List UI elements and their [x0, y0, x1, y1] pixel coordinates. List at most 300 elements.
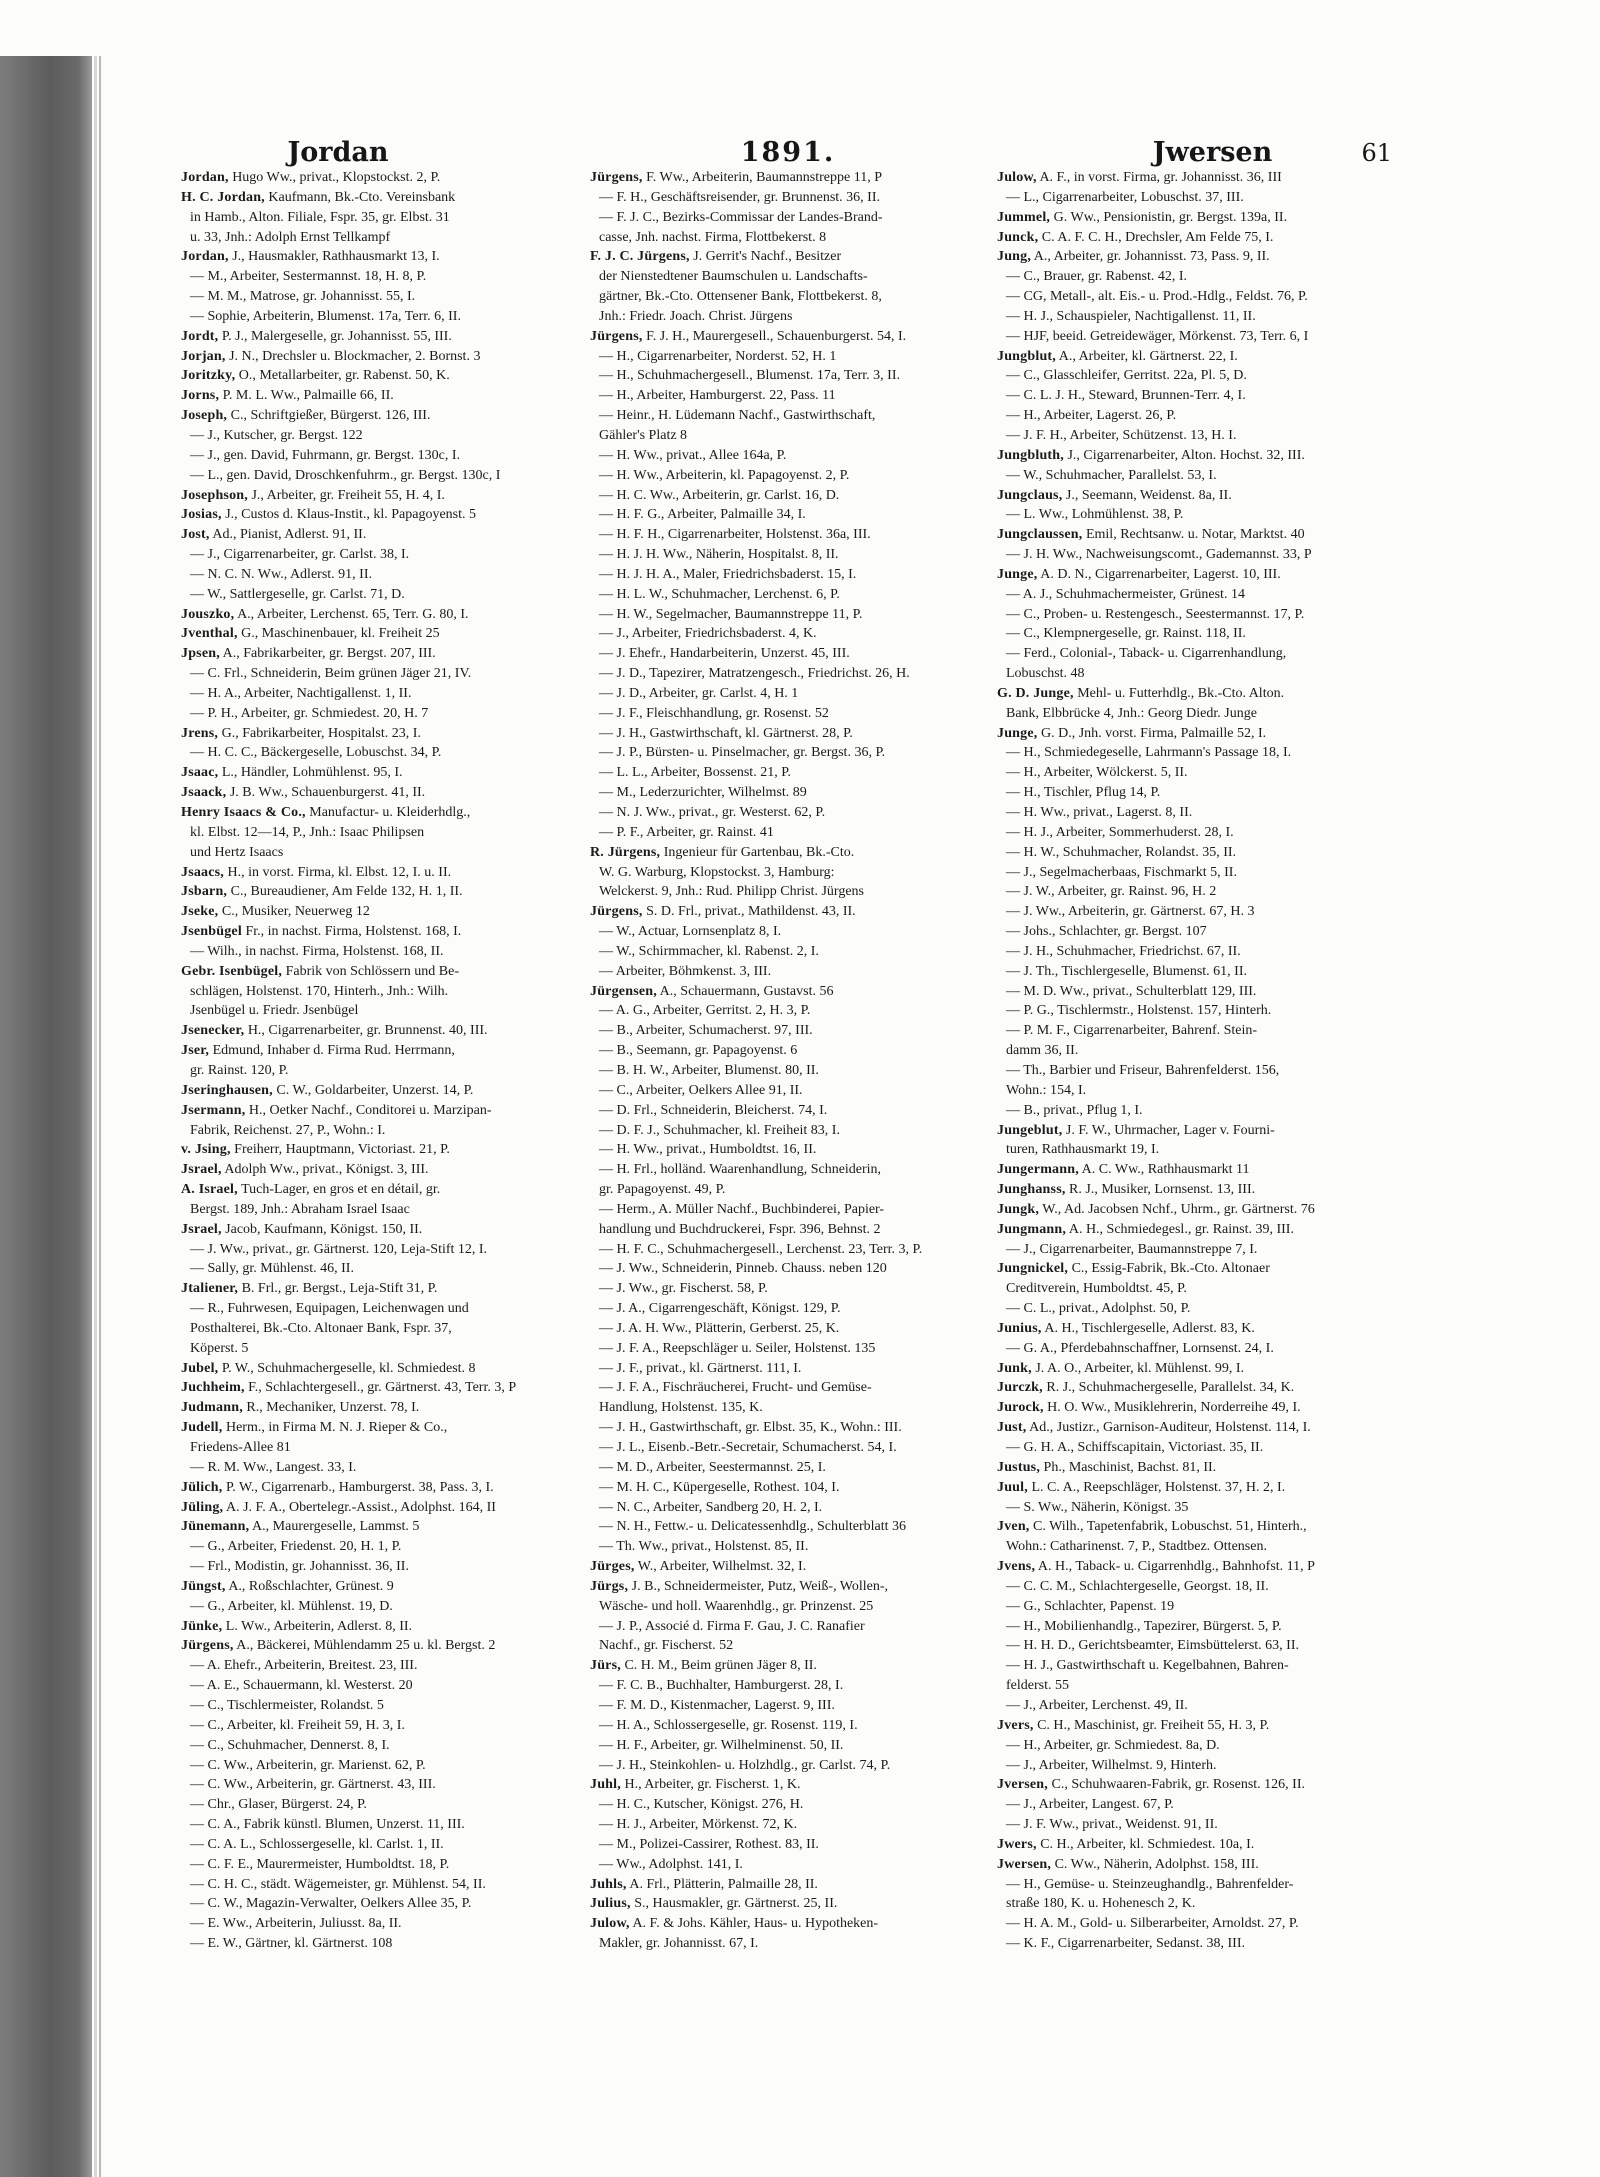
line-content — [1006, 1597, 1174, 1617]
entry-details: — H. J. H. A., Maler, Friedrichsbaderst. 15, I. — [599, 566, 857, 582]
entry-details: A., Bäckerei, Mühlendamm 25 u. kl. Bergst. 2 — [233, 1638, 496, 1654]
entry-details: A. H., Taback- u. Cigarrenhdlg., Bahnhofst. 11, P — [1035, 1559, 1315, 1575]
directory-line — [590, 962, 988, 982]
entry-details: — H. C. Ww., Arbeiterin, gr. Carlst. 16, D. — [599, 487, 840, 503]
entry-details: Friedens-Allee 81 — [190, 1440, 291, 1455]
line-content — [599, 446, 786, 466]
directory-line — [997, 247, 1390, 267]
directory-line — [181, 1517, 577, 1537]
directory-line — [181, 1676, 577, 1696]
entry-surname: Juul, — [997, 1479, 1028, 1495]
entry-details: — H. W., Segelmacher, Baumannstreppe 11, P. — [599, 606, 863, 622]
line-content — [181, 386, 394, 406]
entry-details: — Ferd., Colonial-, Taback- u. Cigarrenhandlung, — [1006, 646, 1287, 662]
entry-details: — H., Mobilienhandlg., Tapezirer, Bürgerst. 5, P. — [1006, 1618, 1282, 1634]
line-content — [599, 386, 836, 406]
directory-line — [997, 1815, 1390, 1835]
directory-line — [997, 1160, 1390, 1180]
entry-details: — M. D., Arbeiter, Seestermannst. 25, I. — [599, 1459, 826, 1475]
directory-line — [181, 1041, 577, 1061]
directory-line — [181, 1121, 577, 1141]
directory-line — [997, 1378, 1390, 1398]
entry-surname: Jungbluth, — [997, 447, 1064, 463]
line-content — [1006, 426, 1236, 446]
entry-details: — N. J. Ww., privat., gr. Westerst. 62, P. — [599, 805, 826, 820]
directory-line — [590, 1339, 988, 1359]
line-content — [997, 1160, 1250, 1180]
entry-surname: Jsermann, — [181, 1102, 246, 1118]
left-catchword: Jordan — [287, 137, 389, 168]
entry-details: A., Schauermann, Gustavst. 56 — [656, 983, 834, 999]
directory-line — [590, 1001, 988, 1021]
directory-line — [181, 1458, 577, 1478]
line-content — [181, 902, 370, 922]
entry-surname: Jwersen, — [997, 1856, 1052, 1872]
entry-details: — Heinr., H. Lüdemann Nachf., Gastwirthschaft, — [599, 408, 876, 424]
entry-details: G., Fabrikarbeiter, Hospitalst. 23, I. — [218, 725, 421, 741]
directory-line — [590, 1378, 988, 1398]
line-content — [997, 208, 1287, 228]
line-content — [590, 327, 906, 347]
directory-line — [590, 882, 988, 902]
line-content — [997, 1121, 1275, 1141]
directory-line — [590, 585, 988, 605]
entry-details: G. Ww., Pensionistin, gr. Bergst. 139a, II. — [1050, 209, 1288, 225]
line-content — [190, 287, 415, 307]
entry-details: u. 33, Jnh.: Adolph Ernst Tellkampf — [190, 229, 391, 245]
entry-details: felderst. 55 — [1006, 1678, 1069, 1694]
line-content — [599, 565, 856, 585]
entry-details: — C. Ww., Arbeiterin, gr. Marienst. 62, P. — [190, 1757, 426, 1773]
entry-surname: Jsaacs, — [181, 864, 225, 880]
entry-details: — H. J. H. Ww., Näherin, Hospitalst. 8, II. — [599, 547, 839, 563]
entry-details: Jnh.: Friedr. Joach. Christ. Jürgens — [599, 308, 793, 324]
directory-line — [997, 1041, 1390, 1061]
entry-surname: Jüling, — [181, 1499, 224, 1515]
directory-line — [590, 1934, 988, 1954]
entry-details: Kaufmann, Bk.-Cto. Vereinsbank — [264, 189, 456, 205]
line-content — [181, 1636, 495, 1656]
directory-line — [997, 347, 1390, 367]
directory-line — [590, 823, 988, 843]
line-content — [181, 624, 440, 644]
entry-details: J. A. O., Arbeiter, kl. Mühlenst. 99, I. — [1031, 1360, 1245, 1376]
directory-line — [997, 1636, 1390, 1656]
entry-details: Handlung, Holstenst. 135, K. — [599, 1400, 763, 1416]
entry-details: — W., Schirmmacher, kl. Rabenst. 2, I. — [599, 943, 819, 959]
directory-line — [997, 1517, 1390, 1537]
directory-line — [997, 1240, 1390, 1260]
entry-details: — C., Schuhmacher, Dennerst. 8, I. — [190, 1737, 390, 1753]
directory-line — [590, 1438, 988, 1458]
line-content — [599, 1180, 725, 1200]
directory-line — [181, 1636, 577, 1656]
entry-surname: Henry Isaacs & Co., — [181, 805, 306, 820]
directory-line — [590, 228, 988, 248]
line-content — [997, 1378, 1294, 1398]
entry-details: C. Wilh., Tapetenfabrik, Lobuschst. 51, Hinterh., — [1029, 1519, 1307, 1535]
directory-line — [181, 1557, 577, 1577]
entry-details: — A. Ehefr., Arbeiterin, Breitest. 23, III. — [190, 1658, 418, 1674]
directory-line — [590, 1716, 988, 1736]
line-content — [599, 307, 792, 327]
line-content — [181, 1220, 422, 1240]
directory-line — [590, 1319, 988, 1339]
entry-details: — H. J., Arbeiter, Sommerhuderst. 28, I. — [1006, 824, 1234, 840]
line-content — [1006, 1914, 1299, 1934]
line-content — [181, 525, 366, 545]
line-content — [190, 1319, 452, 1339]
entry-details: J., Hausmakler, Rathhausmarkt 13, I. — [228, 249, 440, 265]
line-content — [599, 228, 826, 248]
directory-line — [181, 565, 577, 585]
entry-details: — H. F. G., Arbeiter, Palmaille 34, I. — [599, 507, 806, 523]
line-content — [599, 1398, 763, 1418]
directory-line — [590, 1140, 988, 1160]
directory-line — [181, 803, 577, 823]
line-content — [599, 1458, 826, 1478]
entry-surname: Jsbarn, — [181, 884, 228, 900]
line-content — [190, 1716, 405, 1736]
directory-line — [590, 684, 988, 704]
directory-line — [997, 843, 1390, 863]
entry-surname: Jurczk, — [997, 1380, 1043, 1396]
directory-line — [997, 267, 1390, 287]
line-content — [997, 1398, 1301, 1418]
directory-line — [181, 1875, 577, 1895]
entry-details: — H. L. W., Schuhmacher, Lerchenst. 6, P. — [599, 586, 840, 602]
entry-details: — J. H., Gastwirthschaft, kl. Gärtnerst. 28, P. — [599, 725, 853, 741]
line-content — [181, 1378, 516, 1398]
page-edge — [94, 56, 97, 2177]
entry-details: — H., Schmiedegeselle, Lahrmann's Passage 18, I. — [1006, 745, 1292, 761]
directory-line — [590, 1180, 988, 1200]
entry-details: — W., Schuhmacher, Parallelst. 53, I. — [1006, 467, 1217, 483]
line-content — [1006, 1636, 1299, 1656]
line-content — [1006, 466, 1217, 486]
entry-details: — H. F., Arbeiter, gr. Wilhelminenst. 50, II. — [599, 1737, 844, 1753]
entry-details: — H. W., Schuhmacher, Rolandst. 35, II. — [1006, 844, 1237, 860]
directory-line — [997, 1398, 1390, 1418]
entry-details: C., Schuhwaaren-Fabrik, gr. Rosenst. 126, II. — [1047, 1777, 1306, 1793]
directory-line — [181, 1934, 577, 1954]
entry-surname: Junghanss, — [997, 1182, 1066, 1198]
line-content — [1006, 327, 1308, 347]
directory-line — [590, 644, 988, 664]
line-content — [997, 1835, 1254, 1855]
directory-line — [590, 1795, 988, 1815]
directory-line — [181, 783, 577, 803]
entry-details: — H. A., Arbeiter, Nachtigallenst. 1, II. — [190, 685, 412, 701]
directory-line — [997, 585, 1390, 605]
line-content — [190, 843, 283, 863]
entry-details: — J. D., Tapezirer, Matratzengesch., Friedrichst. 26, H. — [599, 666, 910, 682]
entry-details: L. C. A., Reepschläger, Holstenst. 37, H. 2, I. — [1027, 1479, 1286, 1495]
directory-line — [997, 724, 1390, 744]
entry-details: — H. C., Kutscher, Königst. 276, H. — [599, 1797, 804, 1813]
directory-line — [590, 545, 988, 565]
entry-details: H., Oetker Nachf., Conditorei u. Marzipan- — [245, 1102, 492, 1118]
entry-details: C. H. M., Beim grünen Jäger 8, II. — [620, 1658, 817, 1674]
line-content — [181, 1617, 412, 1637]
entry-details: damm 36, II. — [1006, 1043, 1079, 1059]
line-content — [599, 664, 910, 684]
directory-line — [590, 1855, 988, 1875]
directory-line — [181, 307, 577, 327]
line-content — [599, 1319, 839, 1339]
directory-line — [997, 1934, 1390, 1954]
line-content — [190, 1200, 410, 1220]
line-content — [599, 684, 798, 704]
right-catchword: Jwersen — [1152, 137, 1273, 168]
page-number: 61 — [1361, 139, 1392, 167]
entry-details: — Herm., A. Müller Nachf., Buchbinderei, Papier- — [599, 1201, 885, 1217]
line-content — [1006, 1815, 1218, 1835]
directory-line — [590, 307, 988, 327]
entry-details: A., Fabrikarbeiter, gr. Bergst. 207, III. — [219, 646, 436, 662]
entry-details: Jsenbügel u. Friedr. Jsenbügel — [190, 1003, 359, 1019]
entry-details: gr. Papagoyenst. 49, P. — [599, 1182, 726, 1198]
line-content — [190, 228, 390, 248]
directory-line — [181, 605, 577, 625]
directory-line — [181, 1140, 577, 1160]
line-content — [599, 1121, 840, 1141]
directory-line — [181, 247, 577, 267]
line-content — [190, 1875, 486, 1895]
directory-line — [997, 1001, 1390, 1021]
line-content — [997, 1319, 1255, 1339]
entry-details: — C., Proben- u. Restengesch., Seestermannst. 17, P. — [1006, 606, 1305, 622]
entry-details: — J. A., Cigarrengeschäft, Königst. 129, P. — [599, 1301, 841, 1317]
directory-line — [181, 1319, 577, 1339]
entry-details: C., Essig-Fabrik, Bk.-Cto. Altonaer — [1068, 1261, 1270, 1277]
entry-details: Fabrik von Schlössern und Be- — [282, 963, 460, 979]
line-content — [599, 1240, 922, 1260]
directory-line — [590, 1815, 988, 1835]
entry-details: — J. H., Schuhmacher, Friedrichst. 67, II. — [1006, 943, 1241, 959]
line-content — [190, 1339, 248, 1359]
directory-line — [590, 1517, 988, 1537]
entry-details: G., Maschinenbauer, kl. Freiheit 25 — [237, 626, 440, 642]
directory-line — [590, 466, 988, 486]
line-content — [599, 724, 853, 744]
entry-surname: Jsaack, — [181, 785, 227, 801]
line-content — [181, 347, 480, 367]
directory-line — [590, 486, 988, 506]
directory-line — [997, 1418, 1390, 1438]
entry-surname: Gebr. Isenbügel, — [181, 963, 283, 979]
entry-details: — C., Tischlermeister, Rolandst. 5 — [190, 1697, 384, 1713]
entry-surname: H. C. Jordan, — [181, 189, 265, 205]
line-content — [1006, 366, 1247, 386]
entry-details: — HJF, beeid. Getreidewäger, Mörkenst. 73, Terr. 6, I — [1006, 328, 1309, 344]
line-content — [1006, 843, 1236, 863]
entry-details: — P. G., Tischlermstr., Holstenst. 157, Hinterh. — [1006, 1003, 1272, 1019]
line-content — [599, 1418, 902, 1438]
line-content — [599, 505, 806, 525]
line-content — [190, 208, 450, 228]
entry-details: C., Musiker, Neuerweg 12 — [218, 904, 370, 920]
entry-details: L. Ww., Arbeiterin, Adlerst. 8, II. — [222, 1618, 413, 1634]
entry-surname: Justus, — [997, 1459, 1041, 1475]
directory-line — [181, 347, 577, 367]
directory-line — [997, 1716, 1390, 1736]
entry-details: — B., privat., Pflug 1, I. — [1006, 1102, 1143, 1118]
entry-surname: Jsenbügel — [181, 924, 242, 940]
line-content — [599, 1676, 843, 1696]
line-content — [181, 1180, 440, 1200]
entry-details: Gähler's Platz 8 — [599, 427, 688, 443]
line-content — [1006, 585, 1245, 605]
entry-details: A. J. F. A., Obertelegr.-Assist., Adolphst. 164, II — [223, 1499, 496, 1515]
line-content — [599, 962, 771, 982]
line-content — [599, 942, 819, 962]
directory-line — [590, 1240, 988, 1260]
directory-line — [997, 1557, 1390, 1577]
line-content — [190, 982, 448, 1002]
directory-line — [181, 1438, 577, 1458]
line-content — [181, 486, 445, 506]
entry-details: A. H., Schmiedegesl., gr. Rainst. 39, III. — [1066, 1221, 1294, 1237]
line-content — [997, 1557, 1315, 1577]
entry-details: O., Metallarbeiter, gr. Rabenst. 50, K. — [235, 368, 450, 384]
entry-surname: Jordan, — [181, 249, 229, 265]
line-content — [181, 247, 440, 267]
directory-line — [997, 1101, 1390, 1121]
entry-details: Freiherr, Hauptmann, Victoriast. 21, P. — [230, 1142, 450, 1158]
directory-line — [181, 664, 577, 684]
line-content — [1006, 188, 1244, 208]
directory-line — [997, 605, 1390, 625]
directory-line — [997, 1220, 1390, 1240]
entry-surname: Jung, — [997, 249, 1032, 265]
directory-line — [181, 1339, 577, 1359]
directory-line — [590, 664, 988, 684]
entry-details: R. J., Schuhmachergeselle, Parallelst. 34, K. — [1042, 1380, 1295, 1396]
entry-details: P. W., Cigarrenarb., Hamburgerst. 38, Pass. 3, I. — [222, 1479, 494, 1495]
entry-details: P. M. L. Ww., Palmaille 66, II. — [219, 388, 394, 404]
entry-details: — B. H. W., Arbeiter, Blumenst. 80, II. — [599, 1062, 819, 1078]
entry-details: H., Cigarrenarbeiter, gr. Brunnenst. 40, III. — [244, 1023, 488, 1039]
directory-line — [181, 922, 577, 942]
entry-surname: Jürgens, — [181, 1638, 234, 1654]
entry-details: Mehl- u. Futterhdlg., Bk.-Cto. Alton. — [1073, 685, 1285, 701]
line-content — [181, 1160, 429, 1180]
line-content — [181, 1577, 394, 1597]
line-content — [190, 1299, 469, 1319]
entry-surname: Jungblut, — [997, 348, 1056, 364]
line-content — [590, 1894, 837, 1914]
line-content — [599, 486, 839, 506]
directory-line — [181, 962, 577, 982]
entry-surname: Judmann, — [181, 1400, 243, 1416]
line-content — [599, 1855, 743, 1875]
line-content — [181, 962, 459, 982]
directory-line — [590, 1875, 988, 1895]
directory-line — [181, 843, 577, 863]
directory-line — [181, 1299, 577, 1319]
line-content — [190, 1458, 356, 1478]
entry-surname: Junius, — [997, 1320, 1042, 1336]
line-content — [1006, 863, 1237, 883]
directory-line — [997, 763, 1390, 783]
directory-line — [997, 1438, 1390, 1458]
directory-line — [590, 743, 988, 763]
directory-line — [181, 823, 577, 843]
directory-line — [590, 267, 988, 287]
directory-line — [590, 1398, 988, 1418]
entry-details: — A. E., Schauermann, kl. Westerst. 20 — [190, 1678, 413, 1694]
entry-surname: Julow, — [590, 1916, 630, 1932]
entry-details: — W., Sattlergeselle, gr. Carlst. 71, D. — [190, 586, 405, 602]
directory-line — [997, 1140, 1390, 1160]
entry-details: C., Schriftgießer, Bürgerst. 126, III. — [227, 408, 431, 424]
directory-line — [997, 942, 1390, 962]
entry-surname: Jurock, — [997, 1400, 1044, 1416]
entry-details: — H. Frl., holländ. Waarenhandlung, Schneiderin, — [599, 1162, 882, 1178]
entry-details: Ad., Pianist, Adlerst. 91, II. — [209, 527, 367, 543]
line-content — [997, 168, 1282, 188]
directory-line — [997, 406, 1390, 426]
entry-details: turen, Rathhausmarkt 19, I. — [1006, 1142, 1160, 1158]
entry-details: — C. L. J. H., Steward, Brunnen-Terr. 4, I. — [1006, 388, 1246, 404]
directory-line — [181, 982, 577, 1002]
line-content — [599, 783, 807, 803]
line-content — [190, 1001, 358, 1021]
directory-line — [590, 724, 988, 744]
directory-line — [997, 1795, 1390, 1815]
entry-details: und Hertz Isaacs — [190, 844, 284, 860]
line-content — [190, 1676, 413, 1696]
entry-details: — H., Gemüse- u. Steinzeughandlg., Bahrenfelder- — [1006, 1876, 1294, 1892]
entry-surname: G. D. Junge, — [997, 685, 1074, 701]
directory-line — [590, 982, 988, 1002]
directory-line — [590, 208, 988, 228]
entry-details: Wohn.: 154, I. — [1006, 1082, 1087, 1098]
directory-line — [590, 863, 988, 883]
page-edge-shadow — [99, 56, 101, 2177]
entry-details: — C., Klempnergeselle, gr. Rainst. 118, II. — [1006, 626, 1246, 642]
entry-details: — H. F. H., Cigarrenarbeiter, Holstenst. 36a, III. — [599, 527, 871, 543]
directory-line — [181, 1160, 577, 1180]
entry-details: C. H., Arbeiter, kl. Schmiedest. 10a, I. — [1036, 1836, 1255, 1852]
entry-surname: Jungeblut, — [997, 1122, 1063, 1138]
entry-details: — J., Cigarrenarbeiter, gr. Carlst. 38, I. — [190, 547, 410, 563]
line-content — [190, 1240, 487, 1260]
entry-details: — A. J., Schuhmachermeister, Grünest. 14 — [1006, 586, 1245, 602]
entry-details: H., in vorst. Firma, kl. Elbst. 12, I. u. II. — [224, 864, 452, 880]
entry-details: H. O. Ww., Musiklehrerin, Norderreihe 49, I. — [1043, 1400, 1301, 1416]
page-gutter — [0, 56, 92, 2177]
entry-surname: Jpsen, — [181, 646, 220, 662]
directory-line — [997, 525, 1390, 545]
entry-surname: Jversen, — [997, 1777, 1048, 1793]
line-content — [599, 863, 835, 883]
entry-details: P. J., Malergeselle, gr. Johannisst. 55, III. — [218, 328, 452, 344]
directory-line — [997, 1121, 1390, 1141]
entry-details: — C. Ww., Arbeiterin, gr. Gärtnerst. 43, III. — [190, 1777, 436, 1793]
line-content — [599, 763, 791, 783]
entry-details: — J. F. A., Reepschläger u. Seiler, Holstenst. 135 — [599, 1340, 876, 1356]
line-content — [181, 882, 463, 902]
directory-line — [997, 1617, 1390, 1637]
line-content — [190, 1736, 390, 1756]
entry-surname: Jürgens, — [590, 904, 643, 920]
line-content — [1006, 1299, 1190, 1319]
line-content — [1006, 783, 1160, 803]
line-content — [190, 743, 441, 763]
directory-column-middle — [590, 168, 988, 1954]
